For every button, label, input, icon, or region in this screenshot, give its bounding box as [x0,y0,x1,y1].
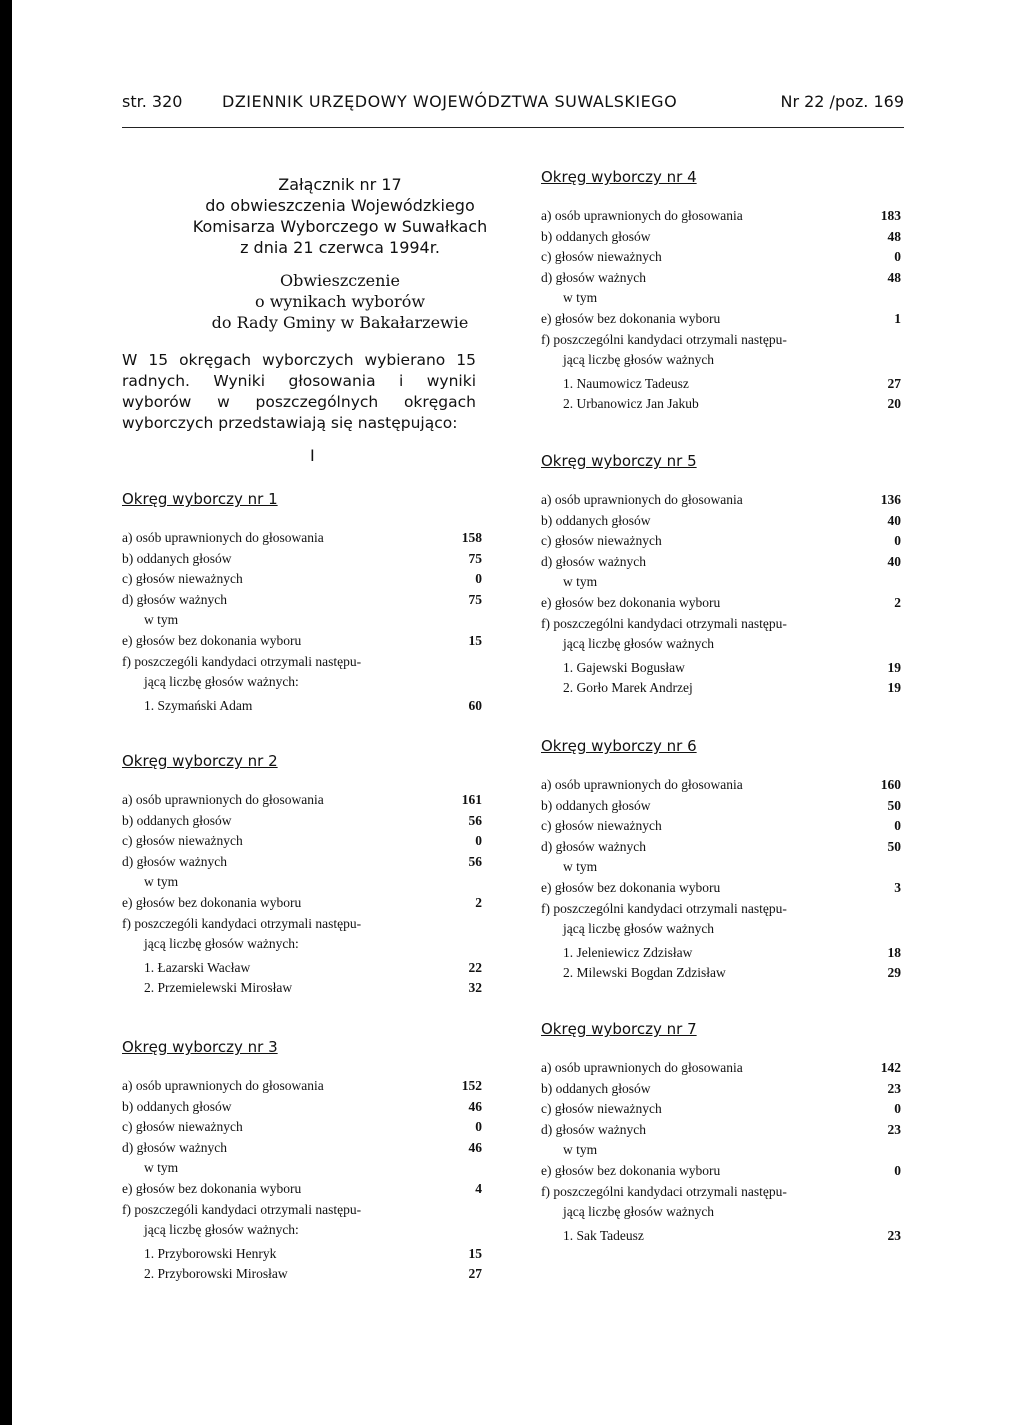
candidate-row-label: 2. Przemielewski Mirosław [144,980,293,996]
invalid-votes-value: 0 [894,818,901,834]
district-block [122,490,482,716]
journal-title: DZIENNIK URZĘDOWY WOJEWÓDZTWA SUWALSKIEGO [222,92,678,111]
candidates-header [122,1200,482,1221]
scan-edge [0,0,12,1425]
eligible-voters-label: a) osób uprawnionych do głosowania [122,1078,324,1093]
candidate-row-label: 1. Szymański Adam [144,697,253,713]
district-block [122,1038,482,1285]
candidate-row-value: 15 [468,1245,482,1261]
including [122,1158,482,1179]
valid-votes-value: 48 [887,269,901,285]
no-choice-votes [541,878,901,899]
candidates-header [541,614,901,635]
document-title [150,270,530,333]
eligible-voters-value: 142 [880,1060,901,1075]
valid-votes-label: d) głosów ważnych [541,1121,646,1137]
eligible-voters-label: a) osób uprawnionych do głosowania [541,492,743,507]
candidate-row-label: 1. Jeleniewicz Zdzisław [563,944,693,960]
candidates-header-label: f) poszczególni kandydaci otrzymali następu- [541,615,787,631]
candidate-row-label: 1. Łazarski Wacław [144,959,251,975]
including-label: w tym [144,612,179,628]
page-header [122,92,904,122]
candidates-header [122,914,482,935]
candidate-row-value: 60 [468,697,482,713]
valid-votes [541,552,901,573]
candidate-row [122,1264,482,1285]
invalid-votes [541,1099,901,1120]
invalid-votes-label: c) głosów nieważnych [541,818,662,834]
invalid-votes-value: 0 [475,571,482,587]
including [541,288,901,309]
no-choice-votes-value: 1 [894,310,901,326]
eligible-voters-value: 160 [880,777,901,792]
candidates-header-label: f) poszczególni kandydaci otrzymali następu- [541,1183,787,1199]
including-label: w tym [563,290,598,306]
no-choice-votes-label: e) głosów bez dokonania wyboru [122,1180,302,1196]
district-block [541,168,901,415]
candidate-row-value: 20 [887,396,901,412]
no-choice-votes-label: e) głosów bez dokonania wyboru [541,1162,721,1178]
valid-votes-value: 46 [468,1139,482,1155]
including [541,1140,901,1161]
candidate-row-label: 1. Naumowicz Tadeusz [563,375,689,391]
including-label: w tym [144,874,179,890]
candidates-header-cont [541,1202,901,1223]
votes-cast-label: b) oddanych głosów [541,797,651,813]
candidate-row-label: 2. Przyborowski Mirosław [144,1266,288,1282]
eligible-voters [541,775,901,796]
eligible-voters [541,1058,901,1079]
valid-votes-label: d) głosów ważnych [122,591,227,607]
candidate-row-value: 19 [887,659,901,675]
valid-votes-value: 75 [468,591,482,607]
candidates-header-cont-label: jącą liczbę głosów ważnych: [144,936,299,952]
invalid-votes-label: c) głosów nieważnych [541,249,662,265]
page-number: str. 320 [122,92,183,111]
votes-cast [122,1097,482,1118]
no-choice-votes-value: 2 [475,894,482,910]
no-choice-votes-label: e) głosów bez dokonania wyboru [541,310,721,326]
no-choice-votes [541,309,901,330]
no-choice-votes [122,893,482,914]
eligible-voters-value: 152 [461,1078,482,1093]
votes-cast-label: b) oddanych głosów [541,228,651,244]
candidate-row-label: 2. Milewski Bogdan Zdzisław [563,965,726,981]
valid-votes [122,852,482,873]
no-choice-votes [122,1179,482,1200]
candidates-header-cont [122,1220,482,1241]
district-block [122,752,482,999]
including [122,872,482,893]
issue-number: Nr 22 /poz. 169 [780,92,904,111]
valid-votes [122,1138,482,1159]
eligible-voters-label: a) osób uprawnionych do głosowania [541,208,743,223]
district-block [541,452,901,699]
invalid-votes-value: 0 [475,833,482,849]
eligible-voters-value: 136 [880,492,901,507]
candidates-header-cont-label: jącą liczbę głosów ważnych [563,1204,715,1220]
candidate-row-label: 1. Przyborowski Henryk [144,1245,277,1261]
no-choice-votes-value: 15 [468,632,482,648]
no-choice-votes [122,631,482,652]
candidates-header-cont [541,634,901,655]
invalid-votes-value: 0 [894,1101,901,1117]
candidate-row-value: 27 [887,375,901,391]
invalid-votes [122,831,482,852]
candidate-row-value: 22 [468,959,482,975]
votes-cast-label: b) oddanych głosów [541,512,651,528]
candidate-row-label: 2. Urbanowicz Jan Jakub [563,396,699,412]
valid-votes-label: d) głosów ważnych [541,553,646,569]
district-title: Okręg wyborczy nr 1 [122,490,278,508]
eligible-voters-label: a) osób uprawnionych do głosowania [122,792,324,807]
annex-line: do obwieszczenia Wojewódzkiego [205,196,475,215]
including [122,610,482,631]
valid-votes-value: 40 [887,553,901,569]
no-choice-votes [541,593,901,614]
candidates-header-cont-label: jącą liczbę głosów ważnych: [144,1222,299,1238]
invalid-votes [122,1117,482,1138]
candidate-row [541,963,901,984]
intro-paragraph: W 15 okręgach wyborczych wybierano 15 radnych. Wyniki głosowania i wyniki wyborów w poszczególnych okręgach wyborczych przedstawiają się następująco: [122,351,476,432]
valid-votes-value: 56 [468,853,482,869]
no-choice-votes-value: 4 [475,1180,482,1196]
district-block [541,737,901,984]
invalid-votes-label: c) głosów nieważnych [541,1101,662,1117]
annex-note [150,174,530,258]
no-choice-votes-value: 2 [894,594,901,610]
valid-votes-label: d) głosów ważnych [541,838,646,854]
votes-cast-value: 75 [468,550,482,566]
candidates-header [541,899,901,920]
valid-votes [541,1120,901,1141]
no-choice-votes-value: 0 [894,1162,901,1178]
votes-cast-label: b) oddanych głosów [122,550,232,566]
eligible-voters [122,1076,482,1097]
candidate-row-label: 1. Gajewski Bogusław [563,659,685,675]
candidates-header [541,1182,901,1203]
candidate-row-value: 32 [468,980,482,996]
no-choice-votes-label: e) głosów bez dokonania wyboru [122,632,302,648]
district-title: Okręg wyborczy nr 4 [541,168,697,186]
candidate-row [122,958,482,979]
eligible-voters [122,790,482,811]
candidate-row-label: 2. Gorło Marek Andrzej [563,680,693,696]
valid-votes-label: d) głosów ważnych [122,1139,227,1155]
candidates-header-cont-label: jącą liczbę głosów ważnych [563,352,715,368]
valid-votes [122,590,482,611]
votes-cast [541,511,901,532]
district-title: Okręg wyborczy nr 7 [541,1020,697,1038]
header-divider [122,127,904,128]
invalid-votes [541,247,901,268]
votes-cast [122,549,482,570]
votes-cast [541,227,901,248]
candidates-header-cont [122,934,482,955]
title-line: do Rady Gminy w Bakałarzewie [211,313,469,332]
annex-line: z dnia 21 czerwca 1994r. [240,238,440,257]
votes-cast-value: 46 [468,1098,482,1114]
eligible-voters-value: 183 [880,208,901,223]
no-choice-votes-label: e) głosów bez dokonania wyboru [541,879,721,895]
candidate-row [541,658,901,679]
votes-cast-value: 23 [887,1080,901,1096]
votes-cast-value: 40 [887,512,901,528]
candidates-header-cont [122,672,482,693]
invalid-votes-label: c) głosów nieważnych [122,1119,243,1135]
votes-cast-value: 48 [887,228,901,244]
eligible-voters-label: a) osób uprawnionych do głosowania [122,530,324,545]
candidate-row [541,1226,901,1247]
title-line: o wynikach wyborów [254,292,426,311]
including-label: w tym [563,859,598,875]
including-label: w tym [563,574,598,590]
candidates-header-cont [541,350,901,371]
annex-line: Komisarza Wyborczego w Suwałkach [192,217,488,236]
eligible-voters [122,528,482,549]
invalid-votes-value: 0 [894,249,901,265]
candidates-header-label: f) poszczególni kandydaci otrzymali następu- [541,900,787,916]
title-line: Obwieszczenie [279,271,401,290]
votes-cast-label: b) oddanych głosów [122,1098,232,1114]
invalid-votes-label: c) głosów nieważnych [541,533,662,549]
votes-cast-value: 56 [468,812,482,828]
eligible-voters-value: 161 [461,792,482,807]
valid-votes-value: 50 [887,838,901,854]
eligible-voters-value: 158 [461,530,482,545]
candidate-row [122,978,482,999]
eligible-voters [541,206,901,227]
valid-votes-label: d) głosów ważnych [122,853,227,869]
votes-cast-label: b) oddanych głosów [541,1080,651,1096]
invalid-votes-label: c) głosów nieważnych [122,571,243,587]
district-title: Okręg wyborczy nr 2 [122,752,278,770]
including [541,572,901,593]
including [541,857,901,878]
candidate-row-value: 18 [887,944,901,960]
district-title: Okręg wyborczy nr 6 [541,737,697,755]
candidates-header-cont-label: jącą liczbę głosów ważnych [563,636,715,652]
no-choice-votes-label: e) głosów bez dokonania wyboru [122,894,302,910]
candidates-header-label: f) poszczególni kandydaci otrzymali następu- [541,331,787,347]
candidate-row-value: 27 [468,1266,482,1282]
invalid-votes [541,531,901,552]
candidate-row-value: 19 [887,680,901,696]
candidate-row-label: 1. Sak Tadeusz [563,1227,644,1243]
votes-cast [541,1079,901,1100]
candidates-header-cont-label: jącą liczbę głosów ważnych [563,921,715,937]
candidates-header-cont [541,919,901,940]
district-block [541,1020,901,1246]
candidate-row [122,696,482,717]
candidate-row-value: 23 [887,1227,901,1243]
candidate-row [122,1244,482,1265]
valid-votes [541,837,901,858]
candidates-header-label: f) poszczególi kandydaci otrzymali następu- [122,653,362,669]
candidates-header [541,330,901,351]
invalid-votes [541,816,901,837]
invalid-votes-label: c) głosów nieważnych [122,833,243,849]
section-number: I [310,446,315,465]
candidate-row [541,394,901,415]
candidates-header [122,652,482,673]
no-choice-votes [541,1161,901,1182]
invalid-votes [122,569,482,590]
eligible-voters-label: a) osób uprawnionych do głosowania [541,1060,743,1075]
candidates-header-cont-label: jącą liczbę głosów ważnych: [144,674,299,690]
no-choice-votes-label: e) głosów bez dokonania wyboru [541,594,721,610]
invalid-votes-value: 0 [894,533,901,549]
votes-cast [541,796,901,817]
candidate-row [541,678,901,699]
candidates-header-label: f) poszczególi kandydaci otrzymali następu- [122,915,362,931]
including-label: w tym [563,1142,598,1158]
annex-line: Załącznik nr 17 [278,175,402,194]
eligible-voters-label: a) osób uprawnionych do głosowania [541,777,743,792]
no-choice-votes-value: 3 [894,879,901,895]
votes-cast [122,811,482,832]
valid-votes [541,268,901,289]
valid-votes-label: d) głosów ważnych [541,269,646,285]
candidate-row [541,943,901,964]
candidate-row-value: 29 [887,965,901,981]
including-label: w tym [144,1160,179,1176]
invalid-votes-value: 0 [475,1119,482,1135]
votes-cast-label: b) oddanych głosów [122,812,232,828]
eligible-voters [541,490,901,511]
district-title: Okręg wyborczy nr 3 [122,1038,278,1056]
candidates-header-label: f) poszczególi kandydaci otrzymali następu- [122,1201,362,1217]
district-title: Okręg wyborczy nr 5 [541,452,697,470]
valid-votes-value: 23 [887,1121,901,1137]
votes-cast-value: 50 [887,797,901,813]
candidate-row [541,374,901,395]
